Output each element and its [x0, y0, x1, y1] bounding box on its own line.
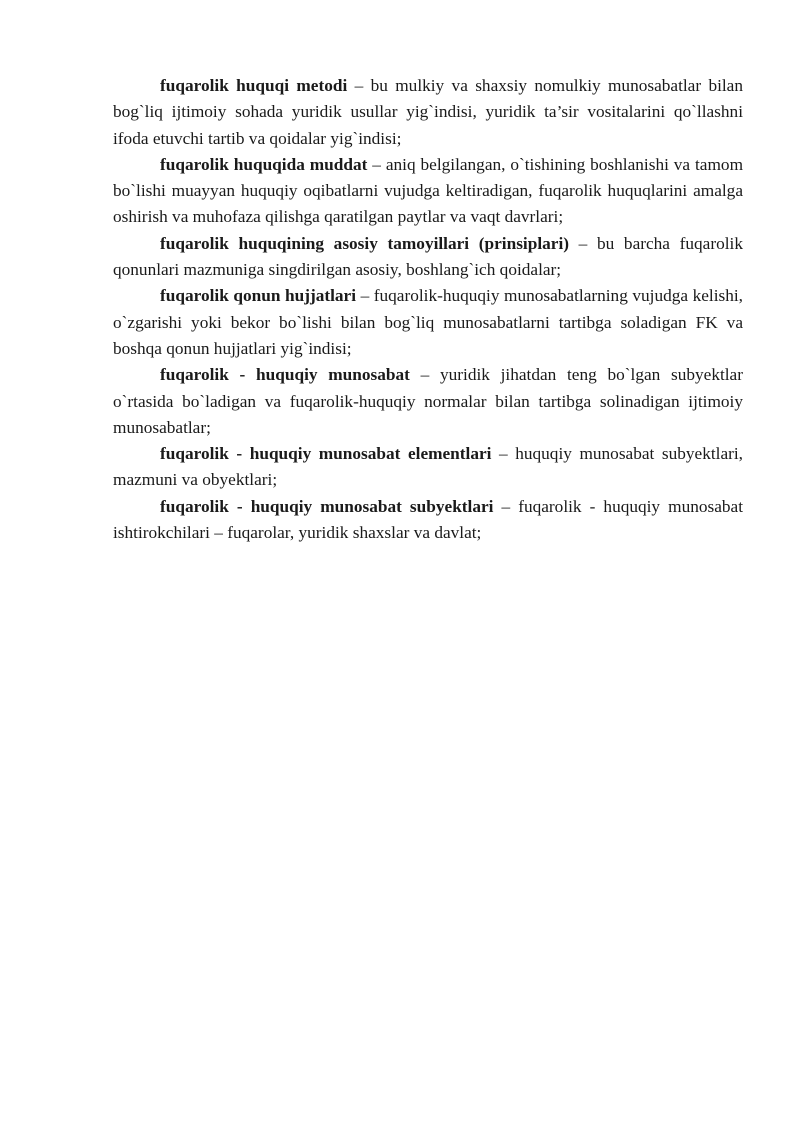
glossary-definition: – aniq belgilangan, o`tishining boshlanishi va tamom bo`lishi muayyan huquqiy oqibatlarni vujudga keltiradigan, fuqarolik huquqlarini amalga oshirish va muhofaza qilishga qaratilgan paytlar va vaqt davrlari; [113, 154, 744, 227]
glossary-definition: – fuqarolik-huquqiy munosabatlarning vujudga kelishi, o`zgarishi yoki bekor bo`lishi bilan bog`liq munosabatlarni tartibga soladigan FK va boshqa qonun hujjatlari yig`indisi; [113, 286, 743, 358]
glossary-entry [113, 231, 743, 284]
glossary-entry [113, 441, 743, 494]
glossary-term: fuqarolik huquqining asosiy tamoyillari (prinsiplari) [160, 233, 570, 253]
glossary-definition: – huquqiy munosabat subyektlari, mazmuni va obyektlari; [113, 444, 743, 490]
glossary-term: fuqarolik - huquqiy munosabat [160, 365, 410, 385]
glossary-entry [113, 362, 743, 441]
glossary-entry [113, 73, 743, 152]
glossary-entry [113, 152, 743, 231]
glossary-definition: – fuqarolik - huquqiy munosabat ishtirokchilari – fuqarolar, yuridik shaxslar va davlat; [113, 496, 743, 543]
glossary-definition: – bu mulkiy va shaxsiy nomulkiy munosabatlar bilan bog`liq ijtimoiy sohada yuridik usullar yig`indisi, yuridik ta’sir vositalarini qo`llashni ifoda etuvchi tartib va qoidalar yig`indisi; [113, 76, 743, 148]
glossary-term: fuqarolik - huquqiy munosabat subyektlari [160, 496, 494, 516]
glossary-term: fuqarolik huquqida muddat [160, 154, 368, 174]
glossary-term: fuqarolik - huquqiy munosabat elementlari [160, 444, 492, 464]
glossary-definition: – bu barcha fuqarolik qonunlari mazmuniga singdirilgan asosiy, boshlang`ich qoidalar; [113, 233, 743, 280]
glossary-entry [113, 283, 743, 362]
glossary-definition: – yuridik jihatdan teng bo`lgan subyektlar o`rtasida bo`ladigan va fuqarolik-huquqiy normalar bilan tartibga solinadigan ijtimoiy munosabatlar; [113, 365, 743, 437]
document-page [113, 73, 743, 546]
glossary-entry [113, 494, 743, 547]
glossary-term: fuqarolik qonun hujjatlari [160, 286, 357, 306]
glossary-term: fuqarolik huquqi metodi [160, 76, 348, 95]
